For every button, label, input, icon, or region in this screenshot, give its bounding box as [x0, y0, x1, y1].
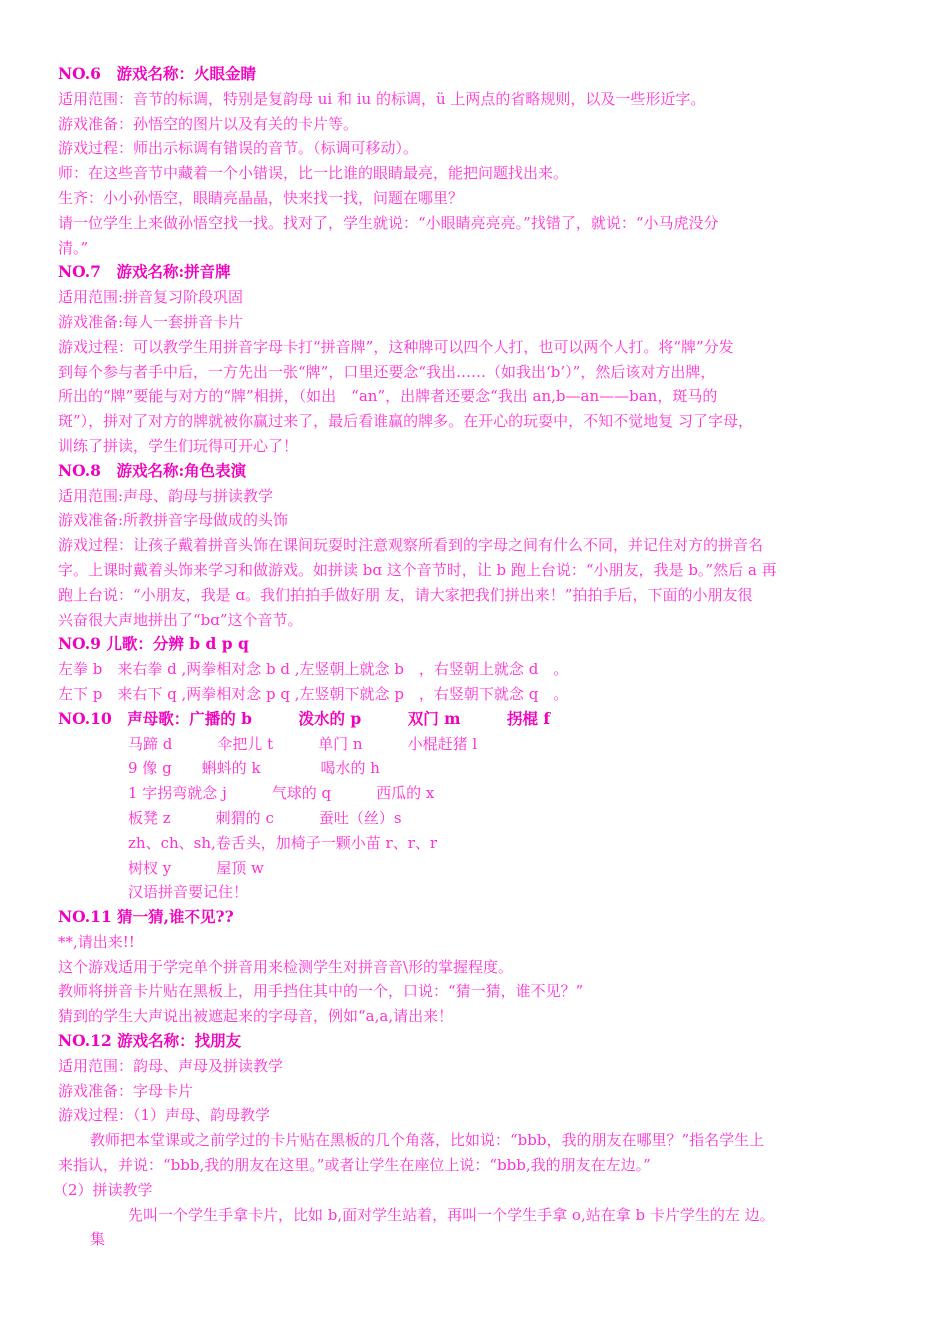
text-line: 跑上台说：“小朋友，我是 ɑ。我们拍拍手做好朋 友，请大家把我们拼出来！”拍拍手后，下面的小朋友很 [58, 585, 753, 604]
text-line: 左拳 b 来右拳 d ,两拳相对念 b d ,左竖朝上就念 b ，右竖朝上就念 d 。 [58, 660, 569, 679]
text-line: 兴奋很大声地拼出了“bɑ”这个音节。 [58, 610, 303, 629]
text-line: 适用范围:拼音复习阶段巩固 [58, 288, 244, 307]
text-line: 游戏准备:每人一套拼音卡片 [58, 312, 244, 331]
text-line: 来指认，并说：“bbb,我的朋友在这里。”或者让学生在座位上说：“bbb,我的朋友在左边。” [58, 1156, 651, 1175]
text-line: 适用范围：音节的标调，特别是复韵母 ui 和 iu 的标调，ü 上两点的省略规则，以及一些形近字。 [58, 89, 706, 108]
text-line: 请一位学生上来做孙悟空找一找。找对了，学生就说：“小眼睛亮亮亮。”找错了，就说：“小马虎没分 [58, 213, 719, 232]
text-line: 板凳 z 刺猬的 c 蚕吐（丝）s [128, 808, 402, 827]
text-line: 游戏准备：孙悟空的图片以及有关的卡片等。 [58, 114, 359, 133]
text-line: 先叫一个学生手拿卡片，比如 b,面对学生站着，再叫一个学生手拿 o,站在拿 b 卡片学生的左 边。 [128, 1205, 775, 1224]
text-line: 教师把本堂课或之前学过的卡片贴在黑板的几个角落，比如说：“bbb，我的朋友在哪里？”指名学生上 [90, 1131, 765, 1150]
text-line: 字。上课时戴着头饰来学习和做游戏。如拼读 bɑ 这个音节时，让 b 跑上台说：“小朋友，我是 b。”然后 a 再 [58, 560, 777, 579]
section-heading: NO.8 游戏名称:角色表演 [58, 460, 247, 480]
text-line: 清。” [58, 238, 89, 257]
document-body [53, 62, 878, 1252]
text-line: 训练了拼读，学生们玩得可开心了！ [58, 436, 299, 455]
text-line: 猜到的学生大声说出被遮起来的字母音，例如“a,a,请出来！ [58, 1007, 454, 1026]
text-line: 适用范围：韵母、声母及拼读教学 [58, 1056, 284, 1075]
text-line: 游戏过程：师出示标调有错误的音节。（标调可移动）。 [58, 139, 419, 158]
text-line: 这个游戏适用于学完单个拼音用来检测学生对拼音音\形的掌握程度。 [58, 957, 514, 976]
text-line: 适用范围:声母、韵母与拼读教学 [58, 486, 274, 505]
section-heading: NO.9 儿歌：分辨 b d p q [58, 634, 249, 654]
text-line: 集 [90, 1230, 106, 1249]
text-line: 所出的“牌”要能与对方的“牌”相拼，（如出 “an”，出牌者还要念“我出 an,b—an——ban，斑马的 [58, 387, 718, 406]
text-line: 树杈 y 屋顶 w [128, 858, 264, 877]
text-line: 左下 p 来右下 q ,两拳相对念 p q ,左竖朝下就念 p ，右竖朝下就念 q 。 [58, 684, 569, 703]
section-heading: NO.6 游戏名称：火眼金睛 [58, 64, 256, 83]
text-line: 游戏准备：字母卡片 [58, 1081, 194, 1100]
text-line: 汉语拼音要记住！ [128, 883, 249, 902]
text-line: 游戏过程：让孩子戴着拼音头饰在课间玩耍时注意观察所看到的字母之间有什么不同，并记住对方的拼音名 [58, 536, 764, 555]
text-line: （2）拼读教学 [53, 1180, 153, 1199]
section-heading: NO.7 游戏名称:拼音牌 [58, 262, 231, 282]
text-line: 1 字拐弯就念 j 气球的 q 西瓜的 x [128, 784, 435, 803]
section-heading: NO.11 猜一猜,谁不见?? [58, 907, 234, 927]
section-heading: NO.10 声母歌：广播的 b 泼水的 p 双门 m 拐棍 f [58, 708, 551, 728]
text-line: 马蹄 d 伞把儿 t 单门 n 小棍赶猪 l [128, 734, 478, 753]
text-line: 到每个参与者手中后，一方先出一张“牌”，口里还要念“我出……（如我出‘b’）”，然后该对方出牌， [58, 362, 716, 381]
text-line: 斑”），拼对了对方的牌就被你赢过来了，最后看谁赢的牌多。在开心的玩耍中，不知不觉地复 习了字母， [58, 412, 753, 431]
text-line: 游戏过程：可以教学生用拼音字母卡打“拼音牌”，这种牌可以四个人打，也可以两个人打。将“牌”分发 [58, 337, 734, 356]
text-line: **,请出来!! [58, 932, 135, 951]
section-heading: NO.12 游戏名称：找朋友 [58, 1031, 242, 1051]
text-line: zh、ch、sh,卷舌头，加椅子一颗小苗 r、r、r [128, 833, 438, 852]
text-line: 生齐：小小孙悟空，眼睛亮晶晶，快来找一找，问题在哪里？ [58, 188, 464, 207]
text-line: 游戏准备:所教拼音字母做成的头饰 [58, 511, 289, 530]
text-line: 教师将拼音卡片贴在黑板上，用手挡住其中的一个，口说：“猜一猜，谁不见？” [58, 982, 584, 1001]
text-line: 9 像 g 蝌蚪的 k 喝水的 h [128, 759, 380, 778]
text-line: 游戏过程：（1）声母、韵母教学 [58, 1106, 271, 1125]
text-line: 师：在这些音节中藏着一个小错误，比一比谁的眼睛最亮，能把问题找出来。 [58, 164, 569, 183]
